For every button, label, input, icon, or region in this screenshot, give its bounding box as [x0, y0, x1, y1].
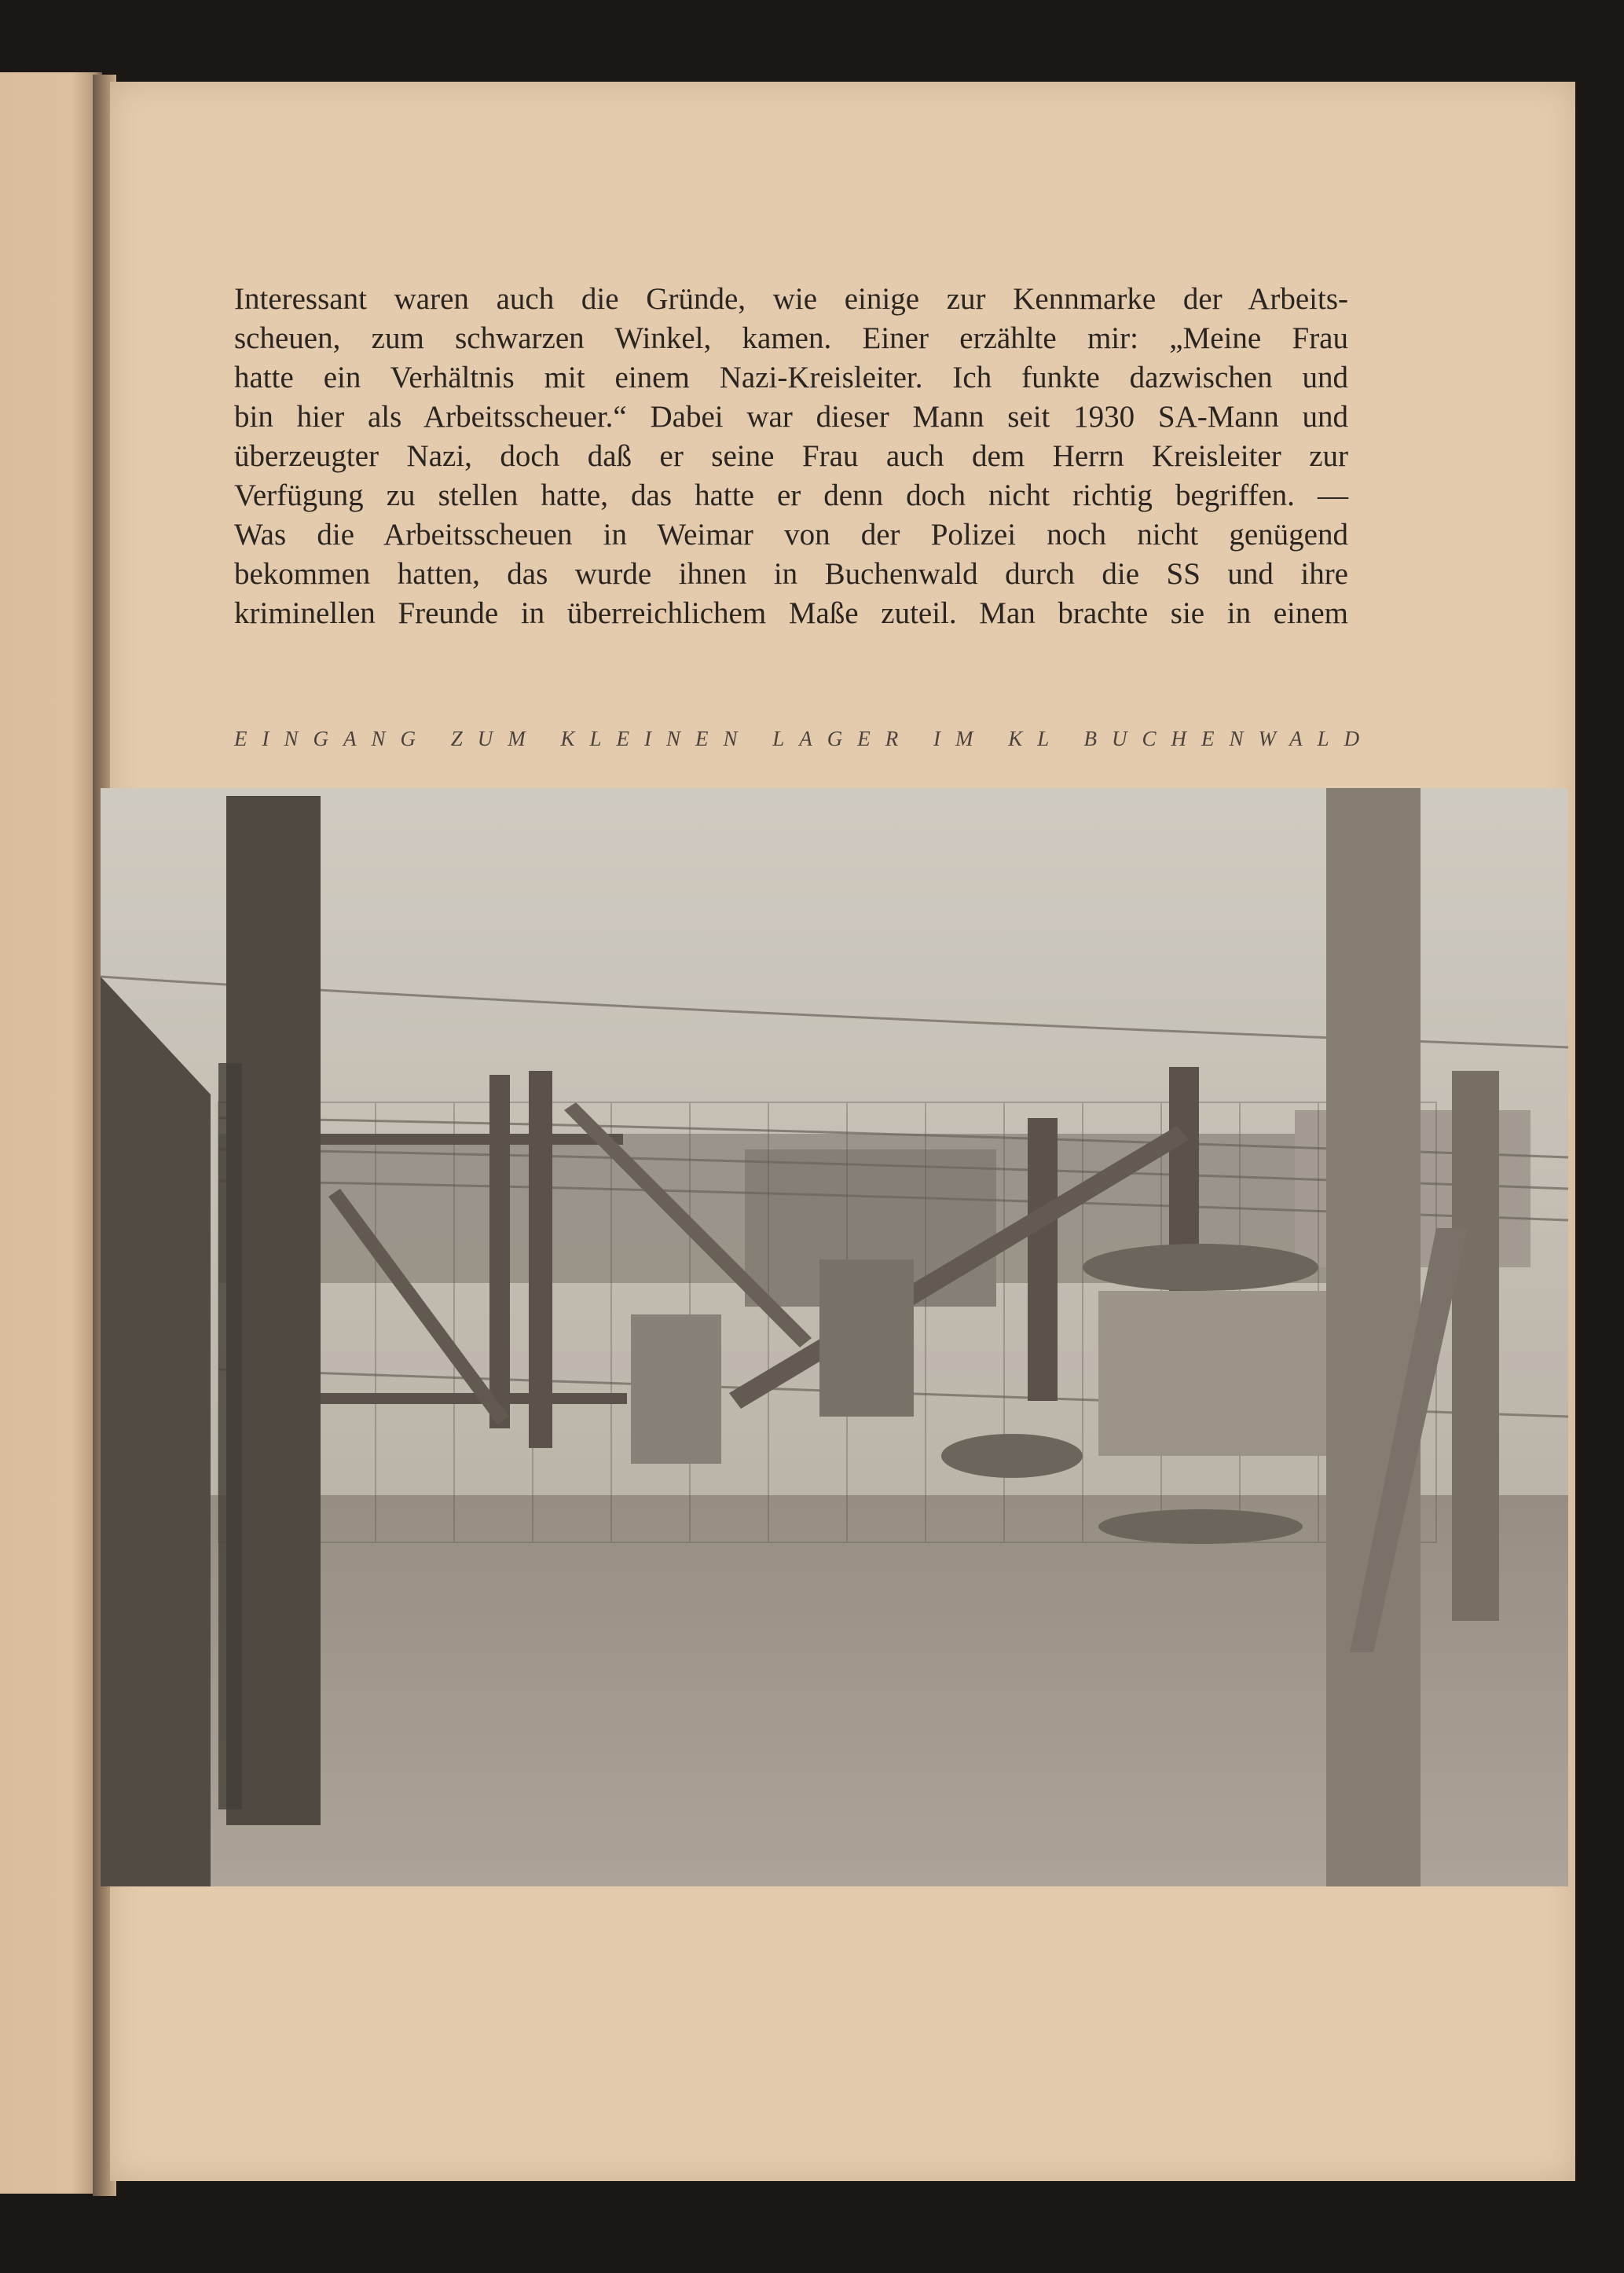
- paragraph-line: bin hier als Arbeitsscheuer.“ Dabei war dieser Mann seit 1930 SA-Mann und: [234, 400, 1348, 434]
- left-page-edge: [0, 72, 102, 2194]
- photo-illustration: [101, 788, 1568, 1886]
- paragraph-line: kriminellen Freunde in überreichlichem Maße zuteil. Man brachte sie in einem: [234, 596, 1348, 630]
- camp-entrance-photo: [101, 788, 1568, 1886]
- paragraph-line: Verfügung zu stellen hatte, das hatte er denn doch nicht richtig begriffen. —: [234, 478, 1348, 512]
- paragraph-line: Was die Arbeitsscheuen in Weimar von der Polizei noch nicht genügend: [234, 518, 1348, 552]
- paragraph-line: hatte ein Verhältnis mit einem Nazi-Kreisleiter. Ich funkte dazwischen und: [234, 361, 1348, 394]
- paragraph-line: überzeugter Nazi, doch daß er seine Frau auch dem Herrn Kreisleiter zur: [234, 439, 1348, 473]
- paragraph-line: bekommen hatten, das wurde ihnen in Buchenwald durch die SS und ihre: [234, 557, 1348, 591]
- body-paragraph: [234, 280, 1348, 633]
- paragraph-line: scheuen, zum schwarzen Winkel, kamen. Einer erzählte mir: „Meine Frau: [234, 321, 1348, 355]
- paragraph-line: Interessant waren auch die Gründe, wie einige zur Kennmarke der Arbeits-: [234, 282, 1348, 316]
- photo-caption: EINGANG ZUM KLEINEN LAGER IM KL BUCHENWALD: [234, 727, 1375, 750]
